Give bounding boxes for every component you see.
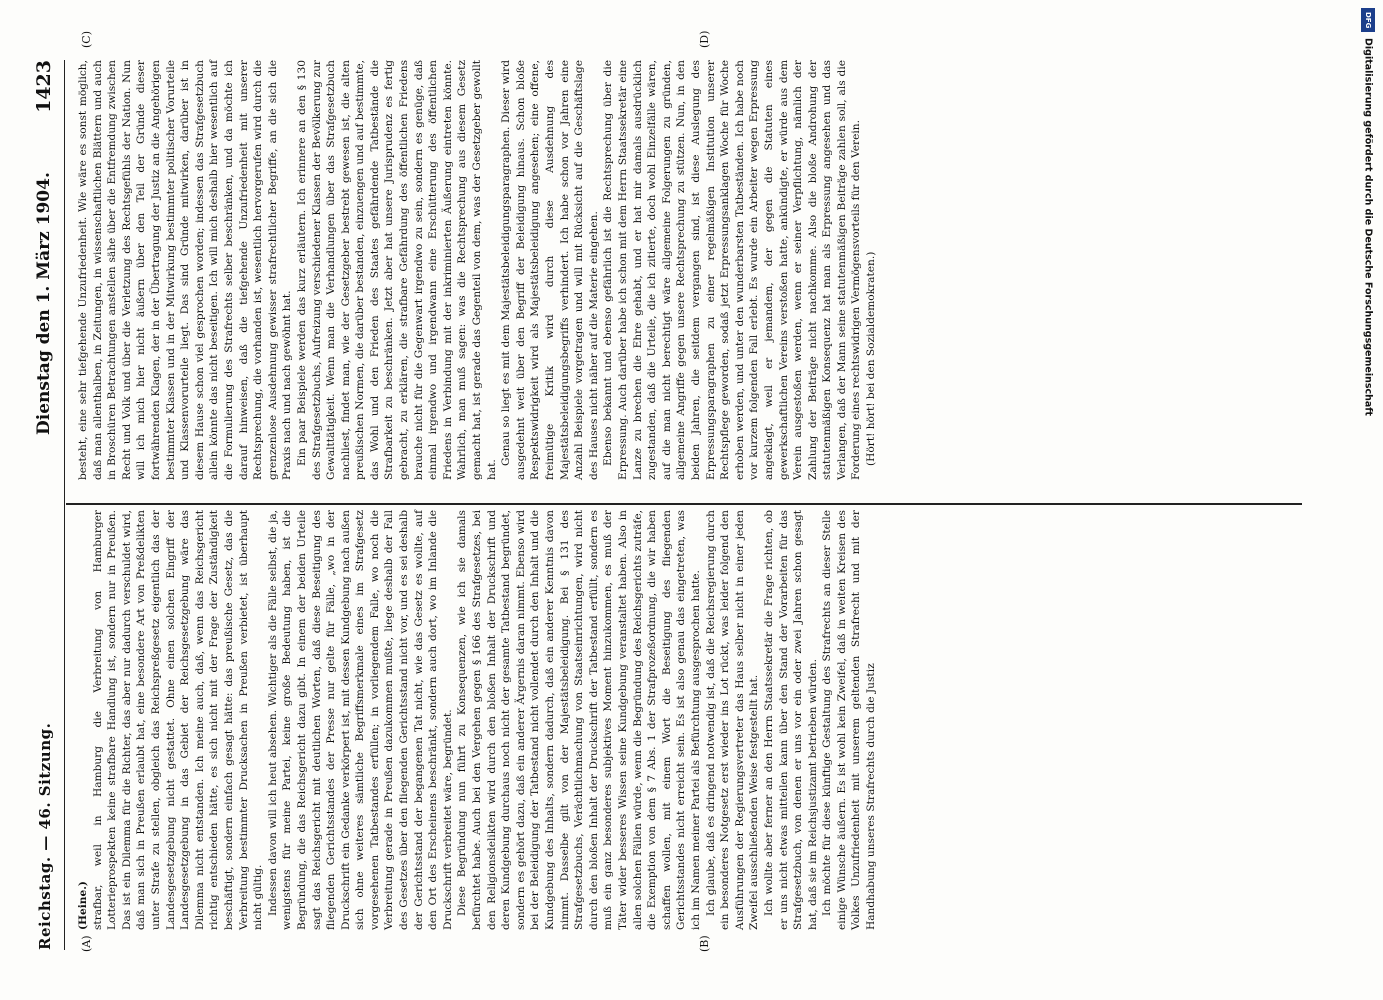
right-paragraph-5: (Hört! hört! bei den Sozialdemokraten.) [865,251,878,466]
header-date: Dienstag den 1. März 1904. [34,172,54,435]
right-paragraph-4: Ebenso bekannt und ebenso gefährlich ist die Rechtsprechung über die Erpressung. Auch darüber habe ich schon mit dem Herrn Staatssekretär eine Lanze zu brechen die Ehre gehabt, und er hat mir damals ausdrücklich zugestanden, daß die Urteile, die ich zitierte, doch wohl Einzelfälle wären, auf die man nicht berechtigt wäre allgemeine Folgerungen zu gründen, allgemeine Angriffe gegen unsere Rechtsprechung zu stützen. Nun, in den beiden Jahren, die seitdem vergangen sind, ist diese Auslegung des Erpressungsparagraphen zu einer regelmäßigen Institution unserer Rechtspflege geworden, sodaß jetzt Erpressungsanklagen Woche für Woche erhoben werden, und unter den wunderbarsten Tatbeständen. Ich habe noch vor kurzem folgenden Fall erlebt. Es wurde ein Arbeiter wegen Erpressung angeklagt, weil er jemandem, der gegen die Statuten eines gewerkschaftlichen Vereins verstoßen hatte, ankündigte, er würde aus dem Verein ausgestoßen werden, wenn er seiner Verpflichtung, nämlich der Zahlung der Beiträge nicht nachkomme. Also die bloße Androhung der statutenmäßigen Konsequenz hat man als Erpressung angesehen und das Verlangen, daß der Mann seine statutenmäßigen Beiträge zahlen soll, als die Forderung eines rechtswidrigen Vermögensvorteils für den Verein. [602,60,863,480]
left-paragraph-2: Indessen davon will ich heut absehen. Wichtiger als die Fälle selbst, die ja, wenigstens für meine Partei, keine große Bedeutung haben, ist die Begründung, die das Reichsgericht dazu gibt. In einem der beiden Urteile sagt das Reichsgericht mit deutlichen Worten, daß diese Beseitigung des fliegenden Gerichtsstandes der Presse nur gelte für Fälle, „wo in der Druckschrift ein Gedanke verkörpert ist, mit dessen Kundgebung nach außen sich ohne weiteres sämtliche Begriffsmerkmale eines im Strafgesetz vorgesehenen Tatbestandes erfüllen; in vorliegendem Falle, wo noch die Verbreitung gerade in Preußen dazukommen mußte, liege deshalb der Fall des Gesetzes über den fliegenden Gerichtsstand nicht vor, und es sei deshalb der Gerichtsstand der begangenen Tat nicht, wie das Gesetz es wollte, auf den Ort des Erscheinens beschränkt, sondern auch dort, wo im Inlande die Druckschrift verbreitet wäre, begründet. [266,510,454,930]
speaker-label: (Heine.) [77,881,89,930]
left-paragraph-4: Ich glaube, daß es dringend notwendig ist, daß die Reichsregierung durch ein besonderes Notgesetz erst wieder ins Lot rückt, was leider folgend den Ausführungen der Regierungsvertreter das Haus selber nicht in einer jeden Zweifel ausschließenden Weise festgestellt hat. [704,510,761,930]
credit-text: Digitalisierung gefördert durch die Deutsche Forschungsgemeinschaft [1362,38,1374,416]
dfg-logo: DFG [1361,8,1375,32]
digitization-credit [1360,8,1376,992]
margin-marker-d: (D) [698,30,711,48]
header-left: Reichstag. — 46. Sitzung. [36,722,54,950]
page-number: 1423 [33,60,55,113]
header-rule [64,60,65,950]
right-paragraph-1: besteht, eine sehr tiefgehende Unzufriedenheit. Wie wäre es sonst möglich, daß man allenthalben, in Zeitungen, in wissenschaftlichen Blättern und auch in Broschüren Betrachtungen anstellen sähe über die Entfremdung zwischen Recht und Volk und über die Verletzung des Rechtsgefühls der Nation. Nun will ich mich hier nicht äußern über den Teil der Gründe dieser fortwährenden Klagen, der in der Übertragung der Justiz an die Angehörigen bestimmter Klassen und in der Mitwirkung bestimmter politischer Vorurteile und Klassenvorurteile liegt. Das sind Gründe mitwirken, darüber ist in diesem Hause schon viel gesprochen worden; indessen das Strafgesetzbuch allein könnte das nicht beseitigen. Ich will mich deshalb hier wesentlich auf die Formulierung des Strafrechts selber beschränken, und da möchte ich darauf hinweisen, daß die tiefgehende Unzufriedenheit mit unserer Rechtsprechung, die vorhanden ist, wesentlich hervorgerufen wird durch die grenzenlose Ausdehnung gewisser strafrechtlicher Begriffe, an die sich die Praxis nach und nach gewöhnt hat. [77,60,294,480]
left-column [76,510,879,930]
column-divider [66,503,1302,505]
right-paragraph-2: Ein paar Beispiele werden das kurz erläutern. Ich erinnere an den § 130 des Strafgesetzbuchs, Aufreizung verschiedener Klassen der Bevölkerung zur Gewalttätigkeit. Wenn man die Verhandlungen über das Strafgesetzbuch nachliest, findet man, wie der Gesetzgeber bestrebt gewesen ist, die alten preußischen Normen, die darüber bestanden, einzuengen und auf bestimmte, das Wohl und den Frieden des Staates gefährdende Tatbestände die Strafbarkeit zu beschränken. Jetzt aber hat unsere Jurisprudenz es fertig gebracht, zu erklären, die strafbare Gefährdung des öffentlichen Friedens brauche nicht für die Gegenwart irgendwo zu sein, sondern es genüge, daß einmal irgendwo und irgendwann eine Erschütterung des öffentlichen Friedens in Verbindung mit der inkriminierten Äußerung eintreten könnte. Wahrlich, man muß sagen: was die Rechtsprechung aus diesem Gesetz gemacht hat, ist gerade das Gegenteil von dem, was der Gesetzgeber gewollt hat. [295,60,498,480]
left-paragraph-1: strafbar, weil in Hamburg die Verbreitung von Hamburger Lotterieprospekten keine strafbare Handlung ist, sondern nur in Preußen. Das ist ein Dilemma für die Richter, das aber nur dadurch verschuldet wird, daß man sich in Preußen erlaubt hat, eine besondere Art von Preßdelikten unter Strafe zu stellen, obgleich das Reichspreßgesetz eigentlich das der Landesgesetzgebung nicht gestattet. Ohne einen solchen Eingriff der Landesgesetzgebung in das Gebiet der Reichsgesetzgebung wäre das Dilemma nicht entstanden. Ich meine auch, daß, wenn das Reichsgericht richtig entschieden hätte, es sich nicht mit der Frage der Zuständigkeit beschäftigt, sondern einfach gesagt hätte: das preußische Gesetz, das die Verbreitung bestimmter Drucksachen in Preußen verbietet, ist überhaupt nicht gültig. [91,510,265,930]
page-header [33,60,62,950]
margin-marker-b: (B) [698,935,711,952]
right-column [76,60,879,480]
margin-marker-c: (C) [80,31,93,48]
right-paragraph-3: Genau so liegt es mit dem Majestätsbeleidigungsparagraphen. Dieser wird ausgedehnt weit über den Begriff der Beleidigung hinaus. Schon bloße Respektswidrigkeit wird als Majestätsbeleidigung angesehen; eine offene, freimütige Kritik wird durch diese Ausdehnung des Majestätsbeleidigungsbegriffs verhindert. Ich habe schon vor Jahren eine Anzahl Beispiele vorgetragen und will mit Rücksicht auf die Geschäftslage des Hauses nicht näher auf die Materie eingehen. [500,60,600,480]
left-paragraph-5: Ich wollte aber ferner an den Herrn Staatssekretär die Frage richten, ob er uns nicht etwas mitteilen kann über den Stand der Vorarbeiten für das Strafgesetzbuch, von denen er uns vor ein oder zwei Jahren schon gesagt hat, daß sie im Reichsjustizamt betrieben würden. [762,510,819,930]
left-paragraph-6: Ich möchte für diese künftige Gestaltung des Strafrechts an dieser Stelle einige Wünsche äußern. Es ist wohl kein Zweifel, daß in weiten Kreisen des Volkes Unzufriedenheit mit unserem geltenden Strafrecht und mit der Handhabung unseres Strafrechts durch die Justiz [821,510,878,930]
margin-marker-a: (A) [80,935,93,952]
left-paragraph-3: Diese Begründung nun führt zu Konsequenzen, wie ich sie damals befürchtet habe. Auch bei den Vergehen gegen § 166 des Strafgesetzes, bei den Religionsdelikten wird durch den bloßen Inhalt der Druckschrift und deren Kundgebung durchaus noch nicht der gesamte Tatbestand begründet, sondern es gehört dazu, daß ein anderer Ärgernis daran nimmt. Ebenso wird bei der Beleidigung der Tatbestand nicht vollendet durch den Inhalt und die Kundgebung des Inhalts, sondern dadurch, daß ein anderer Kenntnis davon nimmt. Dasselbe gilt von der Majestätsbeleidigung. Bei § 131 des Strafgesetzbuchs, Verächtlichmachung von Staatseinrichtungen, wird nicht durch den bloßen Inhalt der Druckschrift der Tatbestand erfüllt, sondern es muß ein ganz besonderes subjektives Moment hinzukommen, es muß der Täter wider besseres Wissen seine Kundgebung veranstaltet haben. Also in allen solchen Fällen würde, wenn die Begründung des Reichsgerichts zuträfe, die Exemption von dem § 7 Abs. 1 der Strafprozeßordnung, die wir haben schaffen wollen, mit einem Wort die Beseitigung des fliegenden Gerichtsstandes nicht erreicht sein. Es ist also genau das eingetreten, was ich im Namen meiner Partei als Befürchtung ausgesprochen hatte. [456,510,702,930]
